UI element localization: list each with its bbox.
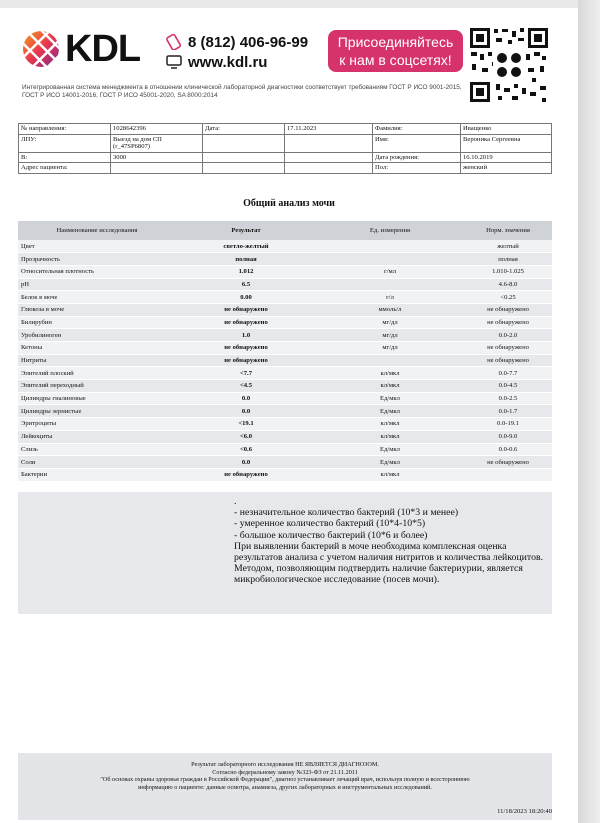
- test-unit: ммоль/л: [316, 303, 464, 316]
- comment-line1: - незначительное количество бактерий (10*3 и менее): [234, 507, 459, 519]
- test-norm: полная: [464, 253, 552, 266]
- table-row: [18, 405, 552, 418]
- test-result: 0.00: [176, 291, 316, 304]
- footer-line1: Результат лабораторного исследования НЕ ЯВЛЯЕТСЯ ДИАГНОЗОМ.: [191, 761, 379, 768]
- address-value: [111, 163, 203, 174]
- comment-dot: .: [234, 496, 237, 507]
- v-value: 3000: [111, 152, 203, 163]
- test-unit: [316, 354, 464, 367]
- test-name: Уробилиноген: [18, 329, 176, 342]
- test-result: <4.5: [176, 380, 316, 393]
- test-unit: мг/дл: [316, 316, 464, 329]
- referral-value: 1028642396: [111, 124, 203, 135]
- test-name: Лейкоциты: [18, 430, 176, 443]
- surname-label: Фамилия:: [373, 124, 461, 135]
- test-name: Относительная плотность: [18, 265, 176, 278]
- test-result: 1.0: [176, 329, 316, 342]
- test-unit: Ед/мкл: [316, 405, 464, 418]
- header-name: Наименование исследования: [18, 221, 176, 240]
- test-name: Глюкоза в моче: [18, 303, 176, 316]
- kdl-logo-icon: [22, 30, 60, 68]
- test-unit: кл/мкл: [316, 468, 464, 481]
- test-norm: [464, 468, 552, 481]
- test-name: Цвет: [18, 240, 176, 253]
- test-name: Прозрачность: [18, 253, 176, 266]
- test-norm: 1.010-1.025: [464, 265, 552, 278]
- header-result: Результат: [176, 221, 316, 240]
- test-name: Нитриты: [18, 354, 176, 367]
- test-name: Слизь: [18, 443, 176, 456]
- table-row: [18, 468, 552, 481]
- results-table: [18, 221, 552, 482]
- surname-value: Иващенко: [461, 124, 552, 135]
- social-line1: Присоединяйтесь: [337, 34, 454, 50]
- name-label: Имя:: [373, 134, 461, 152]
- test-norm: <0.25: [464, 291, 552, 304]
- test-name: pH: [18, 278, 176, 291]
- test-norm: не обнаружено: [464, 456, 552, 469]
- test-unit: мг/дл: [316, 342, 464, 355]
- referral-label: № направления:: [19, 124, 111, 135]
- test-name: Белок в моче: [18, 291, 176, 304]
- test-norm: 0.0-7.7: [464, 367, 552, 380]
- name-value: Вероника Сергеевна: [461, 134, 552, 152]
- test-result: 0.0: [176, 456, 316, 469]
- test-norm: 0.0-9.0: [464, 430, 552, 443]
- test-unit: [316, 278, 464, 291]
- test-norm: желтый: [464, 240, 552, 253]
- test-result: 1.012: [176, 265, 316, 278]
- sex-value: женский: [461, 163, 552, 174]
- lpu-label: ЛПУ:: [19, 134, 111, 152]
- test-result: <0.6: [176, 443, 316, 456]
- address-label: Адрес пациента:: [19, 163, 111, 174]
- test-norm: 0.0-0.6: [464, 443, 552, 456]
- table-row: [18, 392, 552, 405]
- lpu-line1: Выезд на дом СП: [113, 135, 162, 143]
- test-name: Билирубин: [18, 316, 176, 329]
- test-norm: не обнаружено: [464, 303, 552, 316]
- website-link[interactable]: www.kdl.ru: [188, 53, 268, 71]
- test-result: 0.0: [176, 392, 316, 405]
- table-row: [18, 354, 552, 367]
- table-row: [18, 367, 552, 380]
- table-row: [18, 380, 552, 393]
- print-timestamp: 11/18/2023 18:20:40: [497, 808, 552, 816]
- lpu-value: [111, 134, 203, 152]
- test-unit: кл/мкл: [316, 380, 464, 393]
- test-name: Эритроциты: [18, 418, 176, 431]
- table-row: [18, 316, 552, 329]
- footer-line4: информацию о пациенте: данные осмотра, анамнеза, других лабораторных и инструментальных исследований.: [138, 783, 432, 791]
- test-name: Эпителий переходный: [18, 380, 176, 393]
- test-result: <7.7: [176, 367, 316, 380]
- contacts: [166, 32, 308, 72]
- test-result: не обнаружено: [176, 354, 316, 367]
- table-row: [18, 342, 552, 355]
- table-row: [18, 240, 552, 253]
- test-norm: 0.0-4.5: [464, 380, 552, 393]
- kdl-logo: [22, 30, 140, 68]
- test-norm: не обнаружено: [464, 316, 552, 329]
- test-unit: Ед/мкл: [316, 443, 464, 456]
- phone-number[interactable]: 8 (812) 406-96-99: [188, 33, 309, 51]
- table-row: [18, 303, 552, 316]
- test-name: Кетоны: [18, 342, 176, 355]
- test-result: полная: [176, 253, 316, 266]
- header-unit: Ед. измерения: [316, 221, 464, 240]
- test-result: не обнаружено: [176, 303, 316, 316]
- results-header-row: [18, 221, 552, 240]
- test-unit: кл/мкл: [316, 430, 464, 443]
- test-unit: кл/мкл: [316, 367, 464, 380]
- test-unit: кл/мкл: [316, 418, 464, 431]
- test-norm: 0.0-1.7: [464, 405, 552, 418]
- test-unit: г/мл: [316, 265, 464, 278]
- patient-info-table: [18, 123, 552, 174]
- test-norm: не обнаружено: [464, 342, 552, 355]
- table-row: [18, 253, 552, 266]
- table-row: [18, 430, 552, 443]
- table-row: [18, 443, 552, 456]
- test-unit: мг/дл: [316, 329, 464, 342]
- test-name: Цилиндры гиалиновые: [18, 392, 176, 405]
- social-line2: к нам в соцсетях!: [339, 52, 452, 68]
- table-row: [18, 291, 552, 304]
- test-result: 0.0: [176, 405, 316, 418]
- test-unit: [316, 240, 464, 253]
- test-unit: [316, 253, 464, 266]
- test-norm: 0.0-2.5: [464, 392, 552, 405]
- date-label: Дата:: [203, 124, 285, 135]
- test-result: светло-желтый: [176, 240, 316, 253]
- test-result: <6.0: [176, 430, 316, 443]
- test-norm: не обнаружено: [464, 354, 552, 367]
- test-unit: Ед/мкл: [316, 392, 464, 405]
- table-row: [18, 265, 552, 278]
- footer-disclaimer: [18, 753, 552, 820]
- test-result: не обнаружено: [176, 342, 316, 355]
- phone-icon: [166, 34, 182, 50]
- footer-line3: "Об основах охраны здоровья граждан в Российской Федерации", диагноз устанавливает лечащий врач, используя полную и всестороннюю: [100, 776, 470, 784]
- lpu-line2: (r_47SP6807): [113, 143, 150, 150]
- header-norm: Норм. значения: [464, 221, 552, 240]
- test-unit: Ед/мкл: [316, 456, 464, 469]
- test-result: не обнаружено: [176, 468, 316, 481]
- test-name: Бактерии: [18, 468, 176, 481]
- brand-name: KDL: [65, 28, 141, 70]
- sex-label: Пол:: [373, 163, 461, 174]
- test-norm: 0.0-2.0: [464, 329, 552, 342]
- test-result: не обнаружено: [176, 316, 316, 329]
- table-row: [18, 456, 552, 469]
- dob-label: Дата рождения:: [373, 152, 461, 163]
- comment-line3: - большое количество бактерий (10*6 и более): [234, 529, 428, 541]
- monitor-icon: [166, 54, 182, 70]
- qr-code[interactable]: [468, 26, 550, 104]
- test-name: Соли: [18, 456, 176, 469]
- social-banner[interactable]: [328, 30, 463, 72]
- report-page: [0, 8, 578, 823]
- date-value: 17.11.2023: [285, 124, 373, 135]
- table-row: [18, 278, 552, 291]
- test-result: 6.5: [176, 278, 316, 291]
- test-name: Цилиндры зернистые: [18, 405, 176, 418]
- comment-paragraph: При выявлении бактерий в моче необходима комплексная оценка результатов анализа с учетом наличия нитритов и количества лейкоцитов. Методом, позволяющим подтвердить наличие бактериурии, является микробиологическое исследование (посев мочи).: [234, 540, 544, 586]
- certification-text: Интегрированная система менеджмента в отношении клинической лабораторной диагностики соответствует требованиям ГОСТ Р ИСО 9001-2015, ГОСТ Р ИСО 14001-2016, ГОСТ Р ИСО 45001-2020, SA 8000:2014: [22, 84, 462, 99]
- test-norm: 0.0-19.1: [464, 418, 552, 431]
- table-row: [18, 329, 552, 342]
- bacteria-comment: [18, 492, 552, 614]
- dob-value: 16.10.2019: [461, 152, 552, 163]
- test-result: <19.1: [176, 418, 316, 431]
- test-unit: г/л: [316, 291, 464, 304]
- test-name: Эпителий плоский: [18, 367, 176, 380]
- report-title: Общий анализ мочи: [243, 198, 335, 209]
- table-row: [18, 418, 552, 431]
- page-edge-shadow: [578, 0, 600, 823]
- footer-line2: Согласно федеральному закону №323-ФЗ от 21.11.2011: [212, 768, 358, 776]
- v-label: В:: [19, 152, 111, 163]
- comment-line2: - умеренное количество бактерий (10*4-10*5): [234, 518, 426, 530]
- test-norm: 4.6-8.0: [464, 278, 552, 291]
